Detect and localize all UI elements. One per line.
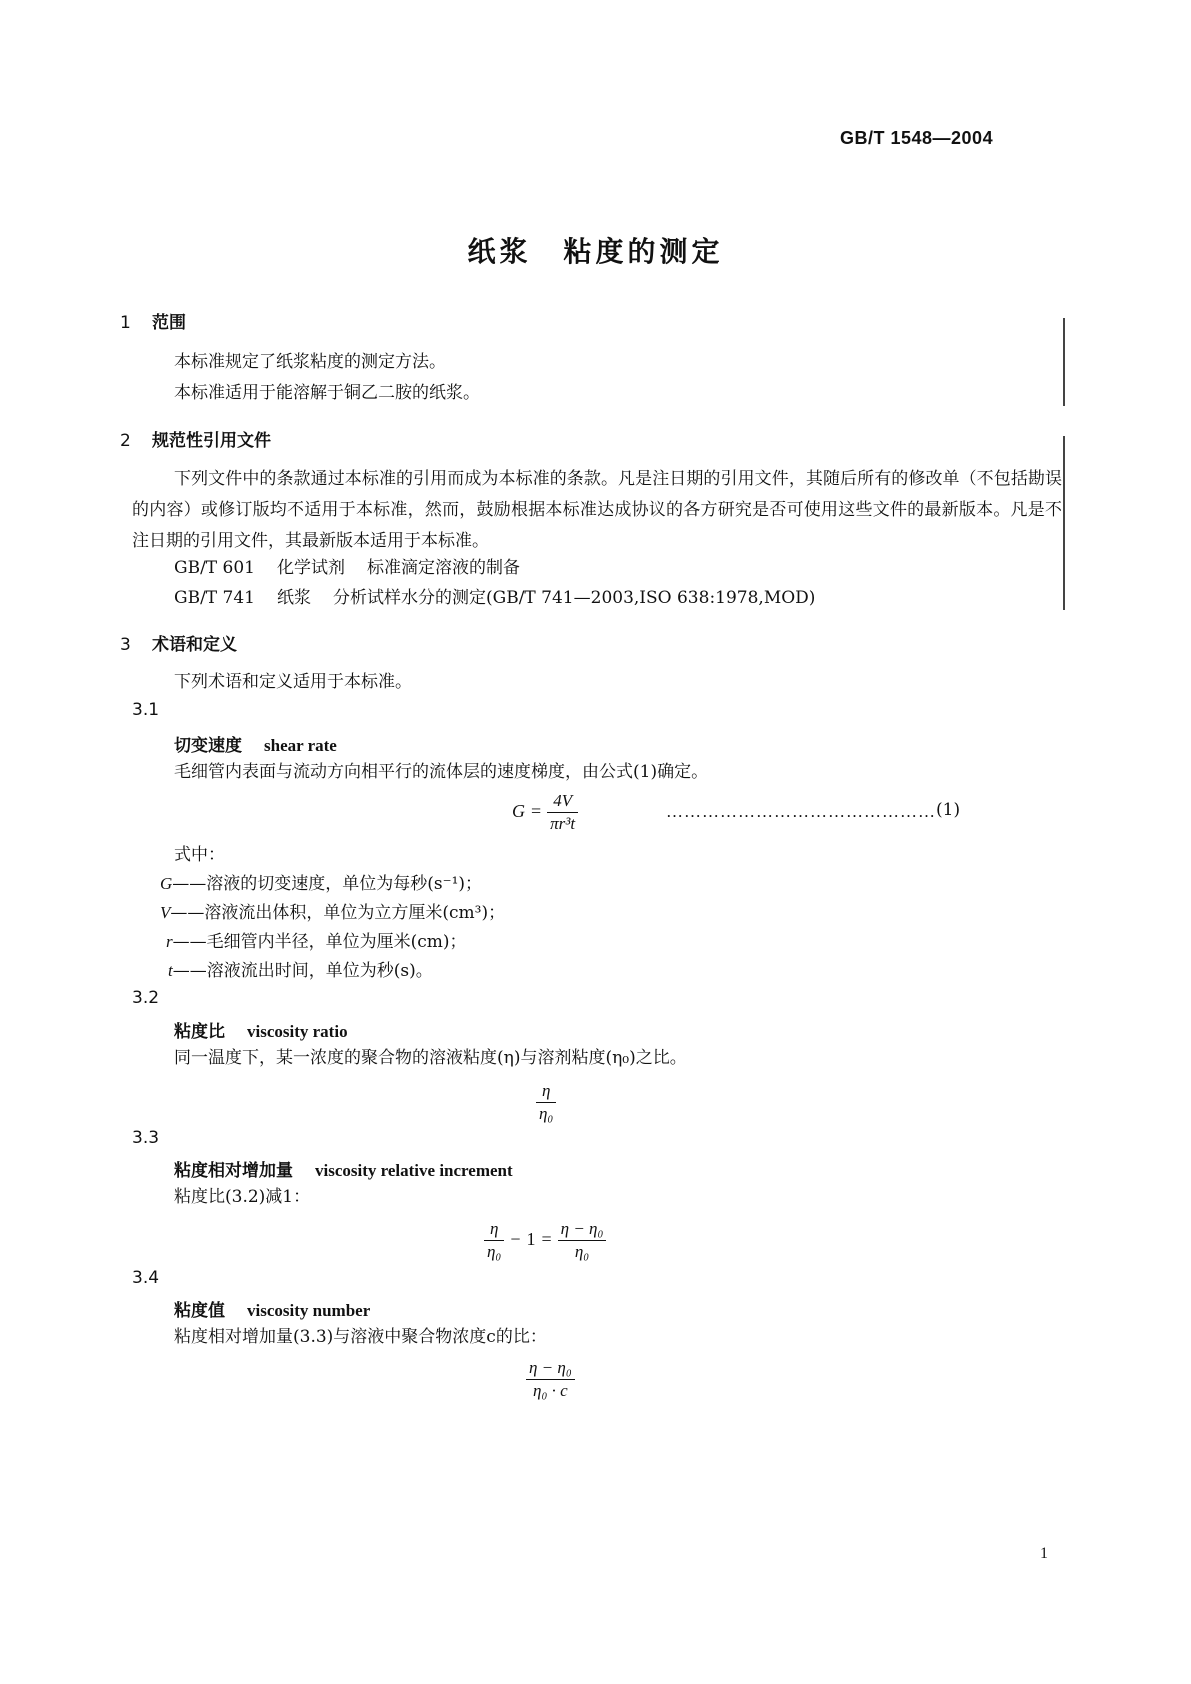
term-heading bbox=[174, 1017, 348, 1042]
fraction-denominator: η₀ · c bbox=[533, 1381, 568, 1400]
variable-symbol: V bbox=[160, 903, 171, 922]
section-title: 规范性引用文件 bbox=[152, 431, 271, 451]
formula-leader-dots: ……………………………………… bbox=[666, 802, 936, 821]
variable-symbol: t bbox=[168, 961, 173, 980]
formula-equals: = bbox=[531, 801, 542, 821]
term-en: viscosity relative increment bbox=[315, 1161, 513, 1180]
variable-description: ——毛细管内半径，单位为厘米(cm)； bbox=[172, 932, 467, 952]
where-label: 式中： bbox=[174, 845, 225, 865]
reference-title: 标准滴定溶液的制备 bbox=[367, 558, 520, 578]
section-title: 术语和定义 bbox=[152, 635, 237, 655]
section-number: 1 bbox=[120, 313, 131, 333]
change-bar bbox=[1063, 318, 1065, 406]
term-definition: 粘度比(3.2)减1： bbox=[174, 1187, 311, 1207]
formula-fraction bbox=[526, 1357, 575, 1402]
fraction-numerator: η bbox=[536, 1080, 556, 1103]
normative-reference bbox=[174, 553, 520, 578]
formula-fraction bbox=[536, 1080, 556, 1125]
normative-reference bbox=[174, 583, 815, 608]
term-definition: 同一温度下，某一浓度的聚合物的溶液粘度(η)与溶剂粘度(η₀)之比。 bbox=[174, 1048, 687, 1068]
paragraph: 下列术语和定义适用于本标准。 bbox=[174, 672, 412, 692]
term-zh: 粘度比 bbox=[174, 1022, 225, 1042]
variable-description: ——溶液的切变速度，单位为每秒(s⁻¹)； bbox=[172, 874, 483, 894]
formula-fraction bbox=[547, 790, 578, 835]
reference-subject: 纸浆 bbox=[277, 588, 311, 608]
formula-minus: − bbox=[510, 1229, 521, 1249]
formula-fraction bbox=[484, 1218, 504, 1263]
clause-number: 3.2 bbox=[132, 988, 160, 1008]
paragraph: 本标准规定了纸浆粘度的测定方法。 bbox=[174, 352, 446, 372]
section-title: 范围 bbox=[152, 313, 186, 333]
formula-one: 1 bbox=[526, 1229, 536, 1249]
term-en: viscosity number bbox=[247, 1301, 371, 1320]
variable-definition bbox=[160, 897, 505, 929]
section-heading-1 bbox=[120, 308, 186, 333]
reference-subject: 化学试剂 bbox=[277, 558, 345, 578]
page-number: 1 bbox=[1040, 1545, 1048, 1562]
variable-description: ——溶液流出体积，单位为立方厘米(cm³)； bbox=[170, 903, 506, 923]
term-heading bbox=[174, 1156, 513, 1181]
term-definition: 毛细管内表面与流动方向相平行的流体层的速度梯度，由公式(1)确定。 bbox=[174, 762, 709, 782]
term-zh: 粘度相对增加量 bbox=[174, 1161, 293, 1181]
formula-relative-increment bbox=[484, 1218, 606, 1263]
fraction-denominator: η₀ bbox=[574, 1242, 590, 1261]
variable-definition bbox=[168, 955, 433, 987]
fraction-numerator: 4V bbox=[547, 790, 578, 813]
formula-lhs: G bbox=[512, 801, 525, 821]
section-heading-2 bbox=[120, 426, 271, 451]
variable-symbol: r bbox=[166, 932, 173, 951]
term-en: viscosity ratio bbox=[247, 1022, 348, 1041]
formula-1 bbox=[512, 790, 578, 835]
reference-code: GB/T 741 bbox=[174, 588, 255, 608]
variable-definition bbox=[160, 868, 482, 900]
paragraph: 下列文件中的条款通过本标准的引用而成为本标准的条款。凡是注日期的引用文件，其随后所有的修改单（不包括勘误的内容）或修订版均不适用于本标准，然而，鼓励根据本标准达成协议的各方研究是否可使用这些文件的最新版本。凡是不注日期的引用文件，其最新版本适用于本标准。 bbox=[132, 469, 1062, 551]
formula-label: (1) bbox=[936, 800, 961, 820]
paragraph: 本标准适用于能溶解于铜乙二胺的纸浆。 bbox=[174, 383, 480, 403]
fraction-numerator: η − η₀ bbox=[526, 1357, 575, 1380]
term-zh: 粘度值 bbox=[174, 1301, 225, 1321]
formula-fraction bbox=[558, 1218, 607, 1263]
fraction-numerator: η − η₀ bbox=[558, 1218, 607, 1241]
clause-number: 3.4 bbox=[132, 1268, 160, 1288]
fraction-denominator: η₀ bbox=[539, 1104, 554, 1123]
variable-definition bbox=[166, 926, 467, 958]
variable-description: ——溶液流出时间，单位为秒(s)。 bbox=[172, 961, 433, 981]
formula-equals: = bbox=[541, 1229, 552, 1249]
term-en: shear rate bbox=[264, 736, 337, 755]
reference-code: GB/T 601 bbox=[174, 558, 255, 578]
term-definition: 粘度相对增加量(3.3)与溶液中聚合物浓度c的比： bbox=[174, 1327, 547, 1347]
fraction-denominator: πr³t bbox=[550, 814, 576, 833]
clause-number: 3.3 bbox=[132, 1128, 160, 1148]
reference-title: 分析试样水分的测定(GB/T 741—2003,ISO 638:1978,MOD) bbox=[333, 588, 816, 608]
fraction-numerator: η bbox=[484, 1218, 504, 1241]
document-title: 纸浆 粘度的测定 bbox=[467, 235, 724, 268]
standard-code: GB/T 1548—2004 bbox=[840, 128, 994, 148]
section-heading-3 bbox=[120, 630, 237, 655]
section-number: 3 bbox=[120, 635, 131, 655]
fraction-denominator: η₀ bbox=[487, 1242, 502, 1261]
term-heading bbox=[174, 1296, 370, 1321]
term-zh: 切变速度 bbox=[174, 736, 242, 756]
variable-symbol: G bbox=[160, 874, 173, 893]
section-number: 2 bbox=[120, 431, 131, 451]
formula-viscosity-ratio bbox=[536, 1080, 556, 1125]
clause-number: 3.1 bbox=[132, 700, 160, 720]
formula-viscosity-number bbox=[526, 1357, 575, 1402]
term-heading bbox=[174, 731, 337, 756]
change-bar bbox=[1063, 436, 1065, 610]
